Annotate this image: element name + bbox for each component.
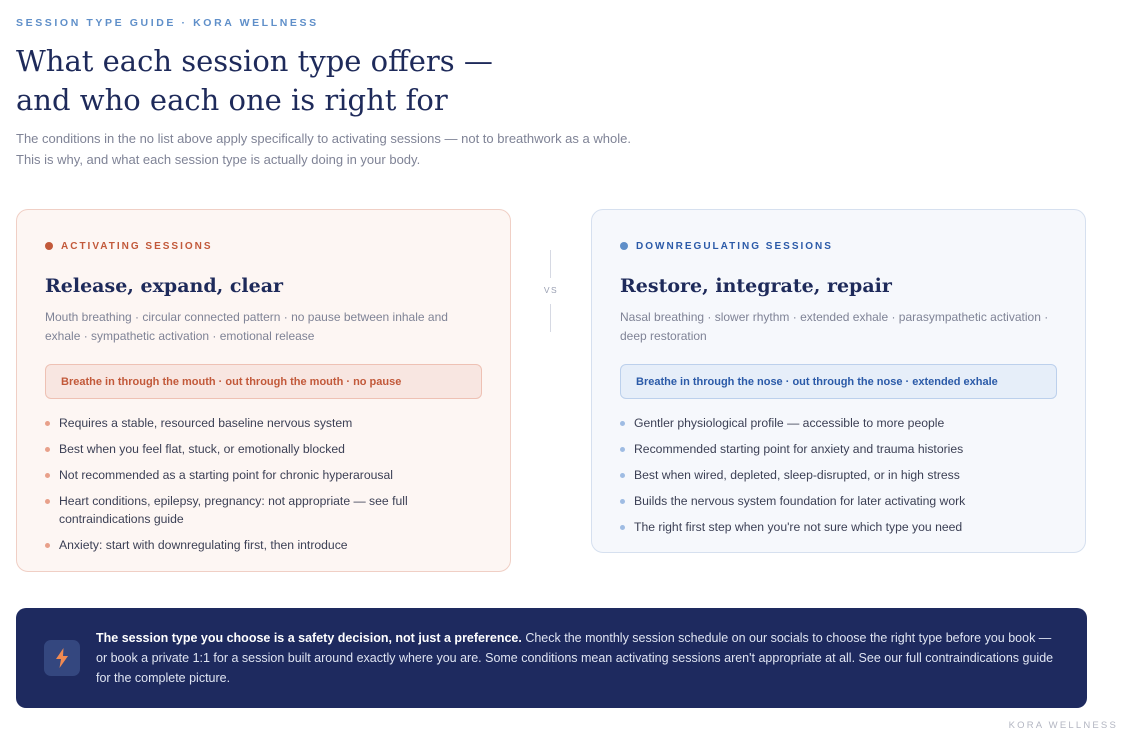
page-title-line-1: What each session type offers — [16,44,493,78]
activating-card [16,209,511,572]
activating-kicker-label: ACTIVATING SESSIONS [61,240,213,252]
activating-kicker [45,240,482,252]
downregulating-kicker-label: DOWNREGULATING SESSIONS [636,240,833,252]
activating-dot-icon [45,242,53,250]
downregulating-card [591,209,1086,553]
divider-line-top [550,250,551,278]
list-item: Anxiety: start with downregulating first, then introduce [45,536,482,554]
banner-bold-text: The session type you choose is a safety decision, not just a preference. [96,631,522,645]
versus-label: VS [543,285,559,295]
activating-description: Mouth breathing · circular connected pattern · no pause between inhale and exhale · sympathetic activation · emotional release [45,310,448,343]
downregulating-breath-pill: Breathe in through the nose · out through the nose · extended exhale [620,364,1057,399]
divider-line-bottom [550,304,551,332]
downregulating-description: Nasal breathing · slower rhythm · extended exhale · parasympathetic activation · deep restoration [620,310,1049,343]
intro-line-1: The conditions in the no list above apply specifically to activating sessions — not to breathwork as a whole. [16,131,631,146]
downregulating-kicker [620,240,1057,252]
list-item: Best when wired, depleted, sleep-disrupted, or in high stress [620,466,1057,484]
list-item: Gentler physiological profile — accessible to more people [620,414,1057,432]
intro-line-2: This is why, and what each session type is actually doing in your body. [16,152,421,167]
list-item: Best when you feel flat, stuck, or emotionally blocked [45,440,482,458]
downregulating-dot-icon [620,242,628,250]
footer-brand: KORA WELLNESS [1008,720,1118,731]
list-item: Recommended starting point for anxiety and trauma histories [620,440,1057,458]
safety-banner [16,608,1087,708]
banner-text [96,628,1059,688]
page-title-line-2: and who each one is right for [16,83,448,117]
versus-divider [541,250,561,332]
list-item: Builds the nervous system foundation for later activating work [620,492,1057,510]
list-item: The right first step when you're not sure which type you need [620,518,1057,536]
downregulating-title: Restore, integrate, repair [620,275,892,297]
list-item: Heart conditions, epilepsy, pregnancy: not appropriate — see full contraindications guide [45,492,482,528]
activating-title: Release, expand, clear [45,275,284,297]
activating-breath-pill: Breathe in through the mouth · out through the mouth · no pause [45,364,482,399]
banner-body-text: Check the monthly session schedule on our socials to choose the right type before you book — or book a private 1:1 for a session built around exactly where you are. Some conditions mean activating sessions aren't appropriate at all. See our full contraindications guide for the complete picture. [96,631,1054,685]
eyebrow: SESSION TYPE GUIDE · KORA WELLNESS [16,17,319,29]
downregulating-list [620,414,1057,536]
page-title [16,42,576,120]
lightning-bolt-icon [44,640,80,676]
intro-text [16,128,716,170]
list-item: Requires a stable, resourced baseline nervous system [45,414,482,432]
activating-list [45,414,482,554]
list-item: Not recommended as a starting point for chronic hyperarousal [45,466,482,484]
